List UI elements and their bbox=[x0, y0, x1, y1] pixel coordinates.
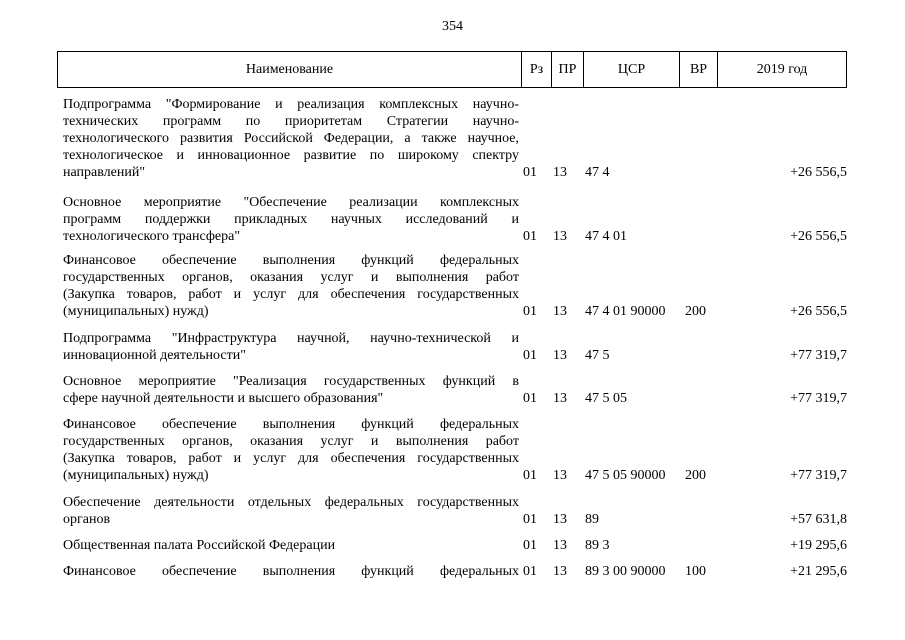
row-name-line: государственных органов, оказания услуг и выполнения работ bbox=[63, 270, 519, 285]
row-name-line: программ поддержки прикладных научных исследований и bbox=[63, 212, 519, 227]
row-name-line: технологического развития Российской Федерации, а также научное, bbox=[63, 131, 519, 146]
row-rz: 01 bbox=[523, 165, 537, 180]
row-name-line: Обеспечение деятельности отдельных федеральных государственных bbox=[63, 495, 519, 510]
row-csr: 89 3 00 90000 bbox=[585, 564, 666, 579]
row-sum: +57 631,8 bbox=[790, 512, 847, 527]
row-name-line: Основное мероприятие "Реализация государственных функций в bbox=[63, 374, 519, 389]
table-row bbox=[57, 96, 847, 181]
row-name-line: Финансовое обеспечение выполнения функций федеральных bbox=[63, 564, 519, 579]
table-row bbox=[57, 563, 847, 580]
row-name bbox=[63, 373, 519, 407]
row-name-line: органов bbox=[63, 512, 111, 527]
header-csr: ЦСР bbox=[584, 52, 680, 87]
row-pr: 13 bbox=[553, 512, 567, 527]
row-name bbox=[63, 416, 519, 484]
row-name-line: направлений" bbox=[63, 165, 146, 180]
table-row bbox=[57, 373, 847, 407]
row-pr: 13 bbox=[553, 229, 567, 244]
row-csr: 89 bbox=[585, 512, 599, 527]
page-number: 354 bbox=[442, 19, 463, 34]
header-vr: ВР bbox=[680, 52, 718, 87]
row-csr: 47 4 01 bbox=[585, 229, 627, 244]
table-row bbox=[57, 537, 847, 554]
row-csr: 47 5 05 bbox=[585, 391, 627, 406]
row-rz: 01 bbox=[523, 229, 537, 244]
row-name bbox=[63, 494, 519, 528]
row-sum: +77 319,7 bbox=[790, 468, 847, 483]
row-sum: +19 295,6 bbox=[790, 538, 847, 553]
row-name-line: (муниципальных) нужд) bbox=[63, 304, 209, 319]
row-sum: +26 556,5 bbox=[790, 304, 847, 319]
table-row bbox=[57, 494, 847, 528]
row-name-line: инновационной деятельности" bbox=[63, 348, 246, 363]
row-csr: 89 3 bbox=[585, 538, 610, 553]
row-name-line: технологическое и инновационное развитие по широкому спектру bbox=[63, 148, 519, 163]
row-sum: +26 556,5 bbox=[790, 229, 847, 244]
table-row bbox=[57, 194, 847, 245]
row-rz: 01 bbox=[523, 538, 537, 553]
row-rz: 01 bbox=[523, 391, 537, 406]
row-rz: 01 bbox=[523, 468, 537, 483]
header-rz: Рз bbox=[522, 52, 552, 87]
row-name-line: технологического трансфера" bbox=[63, 229, 241, 244]
row-vr: 200 bbox=[685, 468, 706, 483]
row-name bbox=[63, 330, 519, 364]
row-name-line: сфере научной деятельности и высшего образования" bbox=[63, 391, 384, 406]
row-pr: 13 bbox=[553, 468, 567, 483]
row-csr: 47 4 01 90000 bbox=[585, 304, 666, 319]
row-name-line: Общественная палата Российской Федерации bbox=[63, 538, 336, 553]
header-year: 2019 год bbox=[756, 62, 808, 77]
table-header bbox=[57, 51, 847, 88]
row-name bbox=[63, 96, 519, 181]
row-name-line: Финансовое обеспечение выполнения функций федеральных bbox=[63, 253, 519, 268]
row-name-line: (Закупка товаров, работ и услуг для обеспечения государственных bbox=[63, 451, 519, 466]
row-csr: 47 4 bbox=[585, 165, 610, 180]
row-name-line: Финансовое обеспечение выполнения функций федеральных bbox=[63, 417, 519, 432]
row-csr: 47 5 bbox=[585, 348, 610, 363]
row-name bbox=[63, 194, 519, 245]
table-row bbox=[57, 416, 847, 484]
row-sum: +77 319,7 bbox=[790, 348, 847, 363]
table-row bbox=[57, 330, 847, 364]
row-pr: 13 bbox=[553, 165, 567, 180]
row-name bbox=[63, 252, 519, 320]
row-rz: 01 bbox=[523, 348, 537, 363]
row-name-line: технических программ по приоритетам Стратегии научно- bbox=[63, 114, 519, 129]
row-name-line: государственных органов, оказания услуг и выполнения работ bbox=[63, 434, 519, 449]
row-rz: 01 bbox=[523, 304, 537, 319]
row-pr: 13 bbox=[553, 564, 567, 579]
row-rz: 01 bbox=[523, 512, 537, 527]
row-pr: 13 bbox=[553, 391, 567, 406]
row-sum: +77 319,7 bbox=[790, 391, 847, 406]
row-vr: 200 bbox=[685, 304, 706, 319]
row-csr: 47 5 05 90000 bbox=[585, 468, 666, 483]
row-sum: +26 556,5 bbox=[790, 165, 847, 180]
table-row bbox=[57, 252, 847, 320]
row-name-line: Подпрограмма "Инфраструктура научной, научно-технической и bbox=[63, 331, 519, 346]
row-name-line: Подпрограмма "Формирование и реализация комплексных научно- bbox=[63, 97, 519, 112]
row-vr: 100 bbox=[685, 564, 706, 579]
row-name bbox=[63, 563, 519, 580]
row-name bbox=[63, 537, 519, 554]
row-rz: 01 bbox=[523, 564, 537, 579]
row-pr: 13 bbox=[553, 348, 567, 363]
header-pr: ПР bbox=[552, 52, 584, 87]
row-pr: 13 bbox=[553, 304, 567, 319]
row-pr: 13 bbox=[553, 538, 567, 553]
header-name: Наименование bbox=[58, 52, 522, 87]
row-name-line: (муниципальных) нужд) bbox=[63, 468, 209, 483]
row-name-line: Основное мероприятие "Обеспечение реализации комплексных bbox=[63, 195, 519, 210]
row-name-line: (Закупка товаров, работ и услуг для обеспечения государственных bbox=[63, 287, 519, 302]
row-sum: +21 295,6 bbox=[790, 564, 847, 579]
